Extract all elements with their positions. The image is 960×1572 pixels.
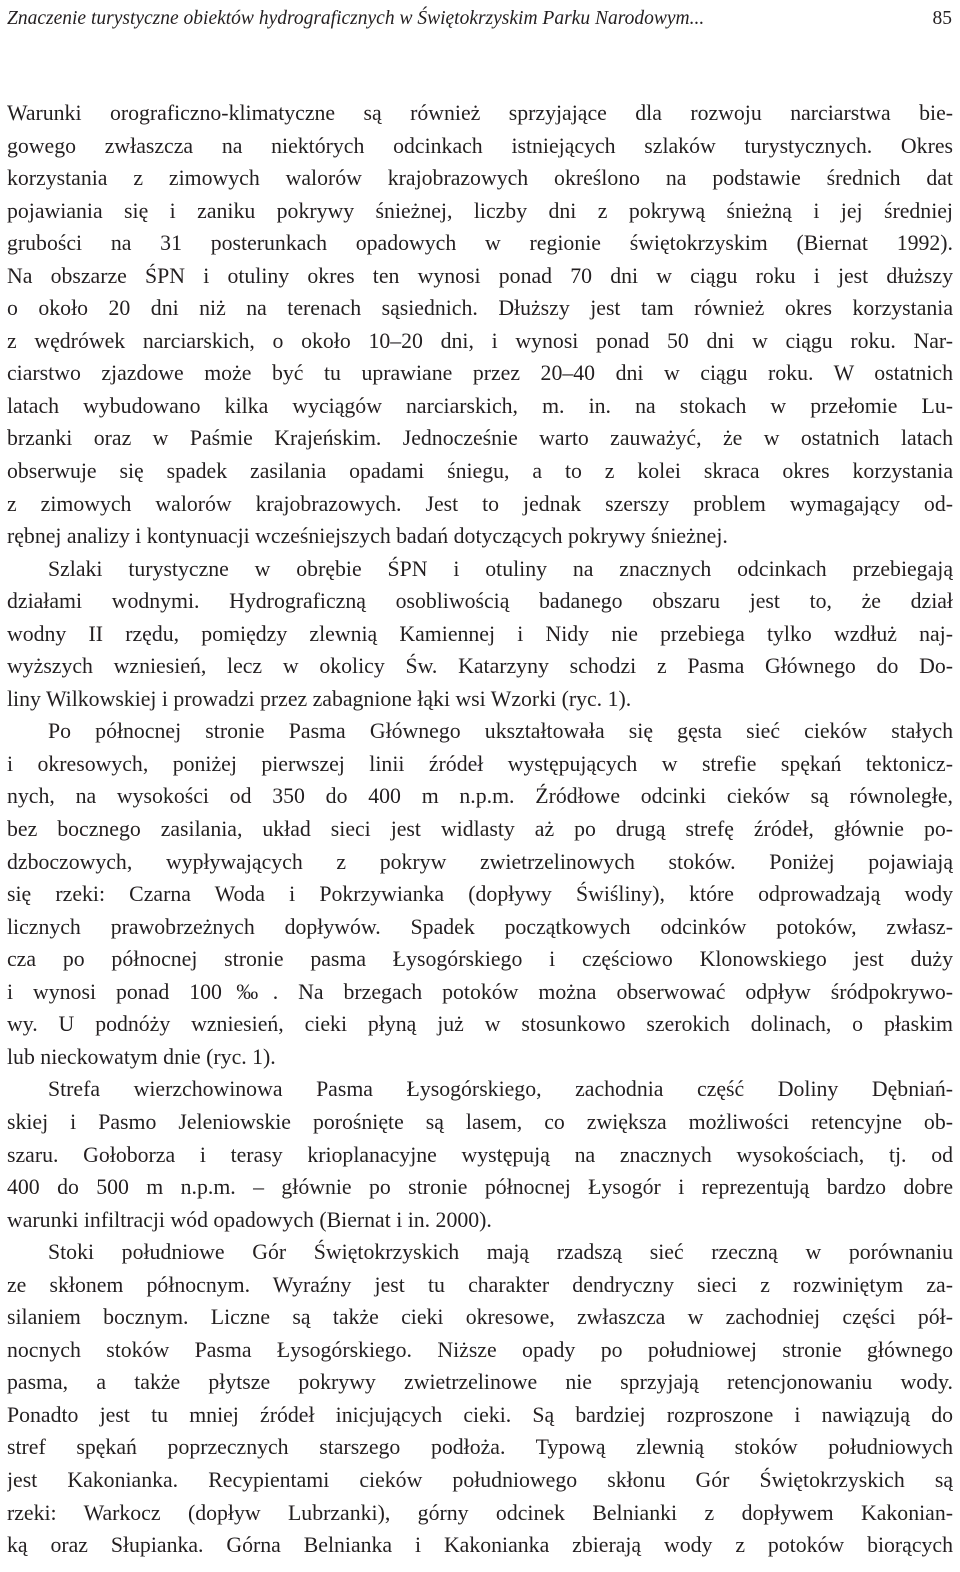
text-line: z wędrówek narciarskich, o około 10–20 dni, i wynosi ponad 50 dni w ciągu roku. Nar- (7, 328, 953, 353)
text-line: ze skłonem północnym. Wyraźny jest tu charakter dendryczny sieci z rozwiniętym za- (7, 1272, 953, 1297)
text-line: z zimowych walorów krajobrazowych. Jest to jednak szerszy problem wymagający od- (7, 491, 953, 516)
text-line: Na obszarze ŚPN i otuliny okres ten wynosi ponad 70 dni w ciągu roku i jest dłuższy (7, 263, 953, 288)
page-number: 85 (932, 8, 952, 29)
text-line: korzystania z zimowych walorów krajobrazowych określono na podstawie średnich dat (7, 166, 953, 191)
text-line: wy. U podnóży wzniesień, cieki płyną już w stosunkowo szerokich dolinach, o płaskim (7, 1012, 953, 1037)
text-line: rębnej analizy i kontynuacji wcześniejszych badań dotyczących pokrywy śnieżnej. (7, 524, 728, 549)
text-line: nych, na wysokości od 350 do 400 m n.p.m. Źródłowe odcinki cieków są równoległe, (7, 784, 953, 809)
text-line: grubości na 31 posterunkach opadowych w regionie świętokrzyskim (Biernat 1992). (7, 231, 953, 256)
text-line: ciarstwo zjazdowe może być tu uprawiane przez 20–40 dni w ciągu roku. W ostatnich (7, 361, 953, 386)
text-line: silaniem bocznym. Liczne są także cieki okresowe, zwłaszcza w zachodniej części pół- (7, 1305, 953, 1330)
text-line: jest Kakonianka. Recypientami cieków południowego skłonu Gór Świętokrzyskich są (7, 1467, 953, 1492)
text-line: brzanki oraz w Paśmie Krajeńskim. Jednocześnie warto zauważyć, że w ostatnich latach (7, 426, 953, 451)
text-line: cza po północnej stronie pasma Łysogórskiego i częściowo Klonowskiego jest duży (7, 947, 953, 972)
text-line: stref spękań poprzecznych starszego podłoża. Typową zlewnią stoków południowych (7, 1435, 953, 1460)
text-line: gowego zwłaszcza na niektórych odcinkach istniejących szlaków turystycznych. Okres (7, 133, 953, 158)
text-line: rzeki: Warkocz (dopływ Lubrzanki), górny odcinek Belnianki z dopływem Kakonian- (7, 1500, 953, 1525)
text-line: licznych prawobrzeżnych dopływów. Spadek początkowych odcinków potoków, zwłasz- (7, 914, 953, 939)
text-line: szaru. Gołoborza i terasy krioplanacyjne występują na znacznych wysokościach, tj. od (7, 1142, 953, 1167)
text-line: dzboczowych, wypływających z pokryw zwietrzelinowych stoków. Poniżej pojawiają (7, 849, 953, 874)
text-line: działami wodnymi. Hydrograficzną osobliwością badanego obszaru jest to, że dział (7, 589, 953, 614)
text-line: skiej i Pasmo Jeleniowskie porośnięte są lasem, co zwiększa możliwości retencyjne ob- (7, 1109, 953, 1134)
text-line: wodny II rzędu, pomiędzy zlewnią Kamiennej i Nidy nie przebiega tylko wzdłuż naj- (7, 621, 953, 646)
text-line: warunki infiltracji wód opadowych (Biernat i in. 2000). (7, 1207, 492, 1232)
text-line: wyższych wzniesień, lecz w okolicy Św. Katarzyny schodzi z Pasma Głównego do Do- (7, 654, 953, 679)
text-line: 400 do 500 m n.p.m. – głównie po stronie północnej Łysogór i reprezentują bardzo dobre (7, 1175, 953, 1200)
text-line: pojawiania się i zaniku pokrywy śnieżnej, liczby dni z pokrywą śnieżną i jej średniej (7, 198, 953, 223)
text-line: pasma, a także płytsze pokrywy zwietrzelinowe nie sprzyjają retencjonowaniu wody. (7, 1370, 953, 1395)
text-line: o około 20 dni niż na terenach sąsiednich. Dłuższy jest tam również okres korzystania (7, 296, 953, 321)
text-line: bez bocznego zasilania, układ sieci jest widlasty aż po drugą strefę źródeł, głównie po- (7, 817, 953, 842)
running-head (7, 4, 952, 34)
text-line: ką oraz Słupianka. Górna Belnianka i Kakonianka zbierają wody z potoków biorących (7, 1533, 953, 1558)
text-line: Po północnej stronie Pasma Głównego ukształtowała się gęsta sieć cieków stałych (48, 719, 953, 744)
body-text (7, 97, 953, 1562)
text-line: i wynosi ponad 100‰. Na brzegach potoków można obserwować odpływ śródpokrywo- (7, 979, 953, 1004)
text-line: Ponadto jest tu mniej źródeł inicjujących cieki. Są bardziej rozproszone i nawiązują do (7, 1402, 953, 1427)
text-line: nocnych stoków Pasma Łysogórskiego. Niższe opady po południowej stronie głównego (7, 1337, 953, 1362)
text-line: Szlaki turystyczne w obrębie ŚPN i otuliny na znacznych odcinkach przebiegają (48, 556, 953, 581)
text-line: Warunki orograficzno-klimatyczne są również sprzyjające dla rozwoju narciarstwa bie- (7, 101, 953, 125)
text-line: się rzeki: Czarna Woda i Pokrzywianka (dopływy Świśliny), które odprowadzają wody (7, 882, 953, 907)
text-line: lub nieckowatym dnie (ryc. 1). (7, 1044, 276, 1069)
text-line: i okresowych, poniżej pierwszej linii źródeł występujących w strefie spękań tektonicz- (7, 751, 953, 776)
text-line: Stoki południowe Gór Świętokrzyskich mają rzadszą sieć rzeczną w porównaniu (48, 1240, 953, 1265)
text-line: Strefa wierzchowinowa Pasma Łysogórskiego, zachodnia część Doliny Dębniań- (48, 1077, 953, 1102)
running-title: Znaczenie turystyczne obiektów hydrograficznych w Świętokrzyskim Parku Narodowym... (7, 8, 705, 29)
text-line: liny Wilkowskiej i prowadzi przez zabagnione łąki wsi Wzorki (ryc. 1). (7, 686, 632, 711)
text-line: latach wybudowano kilka wyciągów narciarskich, m. in. na stokach w przełomie Lu- (7, 393, 953, 418)
text-line: obserwuje się spadek zasilania opadami śniegu, a to z kolei skraca okres korzystania (7, 459, 953, 484)
